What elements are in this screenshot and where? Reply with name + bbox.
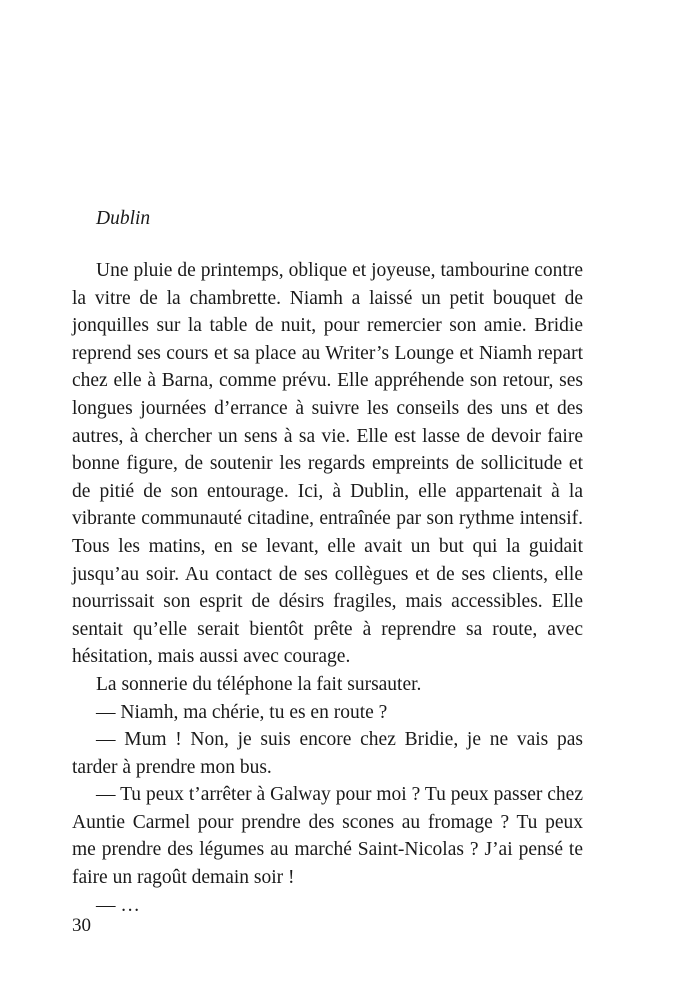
- paragraph-dialogue-niamh-1: — Mum ! Non, je suis encore chez Bridie, je ne vais pas tarder à prendre mon bus.: [72, 729, 583, 778]
- paragraph-phone-ring: La sonnerie du téléphone la fait sursauter.: [96, 673, 422, 695]
- paragraph-narration: Une pluie de printemps, oblique et joyeuse, tambourine contre la vitre de la chambrette. Niamh a laissé un petit bouquet de jonquilles sur la table de nuit, pour remercier son amie. Bridie reprend ses cours et sa place au Writer’s Lounge et Niamh repart chez elle à Barna, comme prévu. Elle appréhende son retour, ses longues journées d’errance à suivre les conseils des uns et des autres, à chercher un sens à sa vie. Elle est lasse de devoir faire bonne figure, de soutenir les regards empreints de sollicitude et de pitié de son entourage. Ici, à Dublin, elle appartenait à la vibrante communauté citadine, entraînée par son rythme intensif. Tous les matins, en se levant, elle avait un but qui la guidait jusqu’au soir. Au contact de ses collègues et de ses clients, elle nourrissait son esprit de désirs fragiles, mais accessibles. Elle sentait qu’elle serait bientôt prête à reprendre sa route, avec hésitation, mais aussi avec courage.: [72, 260, 583, 668]
- page-number: 30: [72, 915, 91, 936]
- paragraph-dialogue-mother-1: — Niamh, ma chérie, tu es en route ?: [96, 701, 388, 723]
- paragraph-dialogue-ellipsis: — …: [96, 894, 140, 916]
- paragraph-dialogue-mother-2: — Tu peux t’arrêter à Galway pour moi ? Tu peux passer chez Auntie Carmel pour prendre des scones au fromage ? Tu peux me prendre des légumes au marché Saint-Nicolas ? J’ai pensé te faire un ragoût demain soir !: [72, 784, 583, 889]
- body-text: [72, 257, 583, 919]
- section-heading: Dublin: [96, 208, 151, 229]
